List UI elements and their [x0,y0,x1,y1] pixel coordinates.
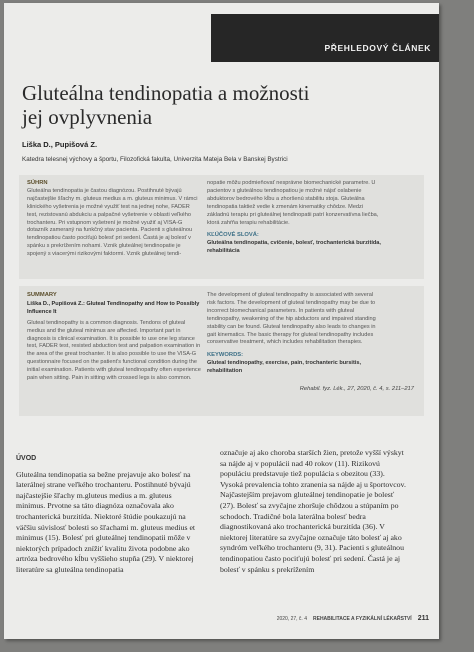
keywords-en: Gluteal tendinopathy, exercise, pain, trochanteric bursitis, rehabilitation [207,360,362,375]
body-text-right: označuje aj ako choroba starších žien, pretože vyšší výskyt sa nájde aj v populácii nad 40 rokov (11). Rizikovú populáciu predstavuje tiež populácia s obezitou (33). Vysoká prevalencia tohto zranenia sa nájde aj u športovcov. Najčastejším prejavom gluteálnej tendinopatie je bolesť (27). Bolesť sa zvyčajne zhoršuje chôdzou a stúpaním po schodoch. Tradičné bola laterálna bolesť bedra diagnostikovaná ako trochanterická burzitída (36). V niektorej literatúre sa zvyčajne označuje táto bolesť aj ako syndróm veľkého trochanteru (9, 31). Pacienti s gluteálnou tendinopatiou často pociťujú bolesť pri sedení. Častá je aj bolesť v spánku s prekrížením [220,448,406,574]
keywords-en-heading: KEYWORDS: [207,352,244,359]
keywords-sk-heading: KĽÚČOVÉ SLOVÁ: [207,232,259,239]
page-number: 211 [417,615,429,622]
summary-sk-right [207,180,381,256]
body-text-left: Gluteálna tendinopatia sa bežne prejavuje ako bolesť na laterálnej strane veľkého trochanteru. Postihnuté bývajú najčastejšie šľachy m.gluteus medius a m. gluteus minimus. Prvotne sa táto diagnóza označovala ako trochanterická burzitída. Niektoré štúdie poukazujú na väčšiu súvislosť bolesti so šľachami m. gluteus medius et minimus (15). Bolesť pri gluteálnej tendinopatii môže v niektorých prípadoch znížiť kvalitu života podobne ako artróza bedrového kĺbu vyššieho stupňa (29). V niektorej literatúre sa gluteálna tendinopatia [16,469,196,574]
summary-en-text-right: The development of gluteal tendinopathy is associated with several risk factors. The development of gluteal tendinopathy may be due to incorrect biomechanical parameters. In patients with gluteal tendinopathy, weakening of the hip abductors and impaired standing stability can be found. Gluteal tendinopathy also leads to changes in gait kinematics. The basic therapy for gluteal tendinopathy includes conservative treatment, which includes rehabilitation therapies. [207,292,376,346]
title-line-1: Gluteálna tendinopatia a možnosti [22,81,310,105]
journal-page [4,3,439,639]
summary-sk-text-right: nopatie môžu podmieňovať nesprávne biomechanické parametre. U pacientov s gluteálnou tendinopatiou je možné nájsť oslabenie abduktorov bedrového kĺbu a zhoršenú stabilitu stoja. Gluteálna tendinopatia taktiež vedie k zmenám kinematiky chôdze. Medzi základnú terapiu pri gluteálnej tendinopatii patrí konzervatívna liečba, ktorá zahŕňa terapiu rehabilitácie. [207,180,379,226]
summary-sk-heading: SÚHRN [27,180,48,186]
section-label: PŘEHLEDOVÝ ČLÁNEK [324,43,431,53]
section-heading-uvod: ÚVOD [16,455,37,462]
article-title [22,81,422,129]
summary-sk-left [27,180,201,259]
summary-en-heading: SUMMARY [27,292,57,298]
body-column-left [16,454,202,576]
footer-journal: REHABILITACE A FYZIKÁLNÍ LÉKAŘSTVÍ [313,615,412,622]
page-footer [264,615,429,622]
summary-en-left [27,292,201,383]
section-band [211,14,439,62]
summary-sk-text-left: Gluteálna tendinopatia je častou diagnózou. Postihnuté bývajú najčastejšie šľachy m. gluteus medius a m. gluteus minimus. V rámci klinického vyšetrenia je možné využiť test na jednej nohe, FADER test, rezistovanú abdukciu a palpačné vyšetrenie v oblasti veľkého trochanteru. Pri vstupnom vyšetrení je možné využiť aj VISA-G dotazník zameraný na funkčný stav pacienta. Pacienti s gluteálnou tendinopatiou často pociťujú bolesť pri sedení. Častá je aj bolesť v spánku s prekrížením nohami. Vznik gluteálnej tendinopatie je spojený s viacerými rizikovými faktormi. Vznik gluteálnej tendi- [27,187,198,258]
summary-en-text-left: Gluteal tendinopathy is a common diagnosis. Tendons of gluteal medius and the gluteal minimus are affected. Important part in diagnosis is clinical examination. It is possible to use one leg stance test, FADER test, resisted abduction test and palpation examination in the area of the great trochanter. It is also possible to use the VISA-G questionnaire focused on the patient's functional condition during the initial examination. Patients with gluteal tendinopathy often experience pain when sitting. Pain in sitting with crossed legs is also common. [27,319,201,382]
article-authors: Liška D., Pupišová Z. [22,140,98,149]
keywords-sk: Gluteálna tendinopatia, cvičenie, bolesť, trochanterická burzitída, rehabilitácia [207,240,381,255]
summary-en-box [19,286,424,416]
summary-en-title: Liška D., Pupišová Z.: Gluteal Tendinopathy and How to Possibly Influence It [27,300,200,315]
summary-sk-box [19,175,424,279]
summary-en-right [207,292,381,376]
article-affiliation: Katedra telesnej výchovy a športu, Filozofická fakulta, Univerzita Mateja Bela v Banskej Bystrici [22,156,288,163]
footer-issue: 2020, 27, č. 4 [276,615,307,622]
title-line-2: jej ovplyvnenia [22,105,153,129]
citation: Rehabil. fyz. Lék., 27, 2020, č. 4, s. 211–217 [299,386,414,392]
body-column-right [220,448,406,575]
